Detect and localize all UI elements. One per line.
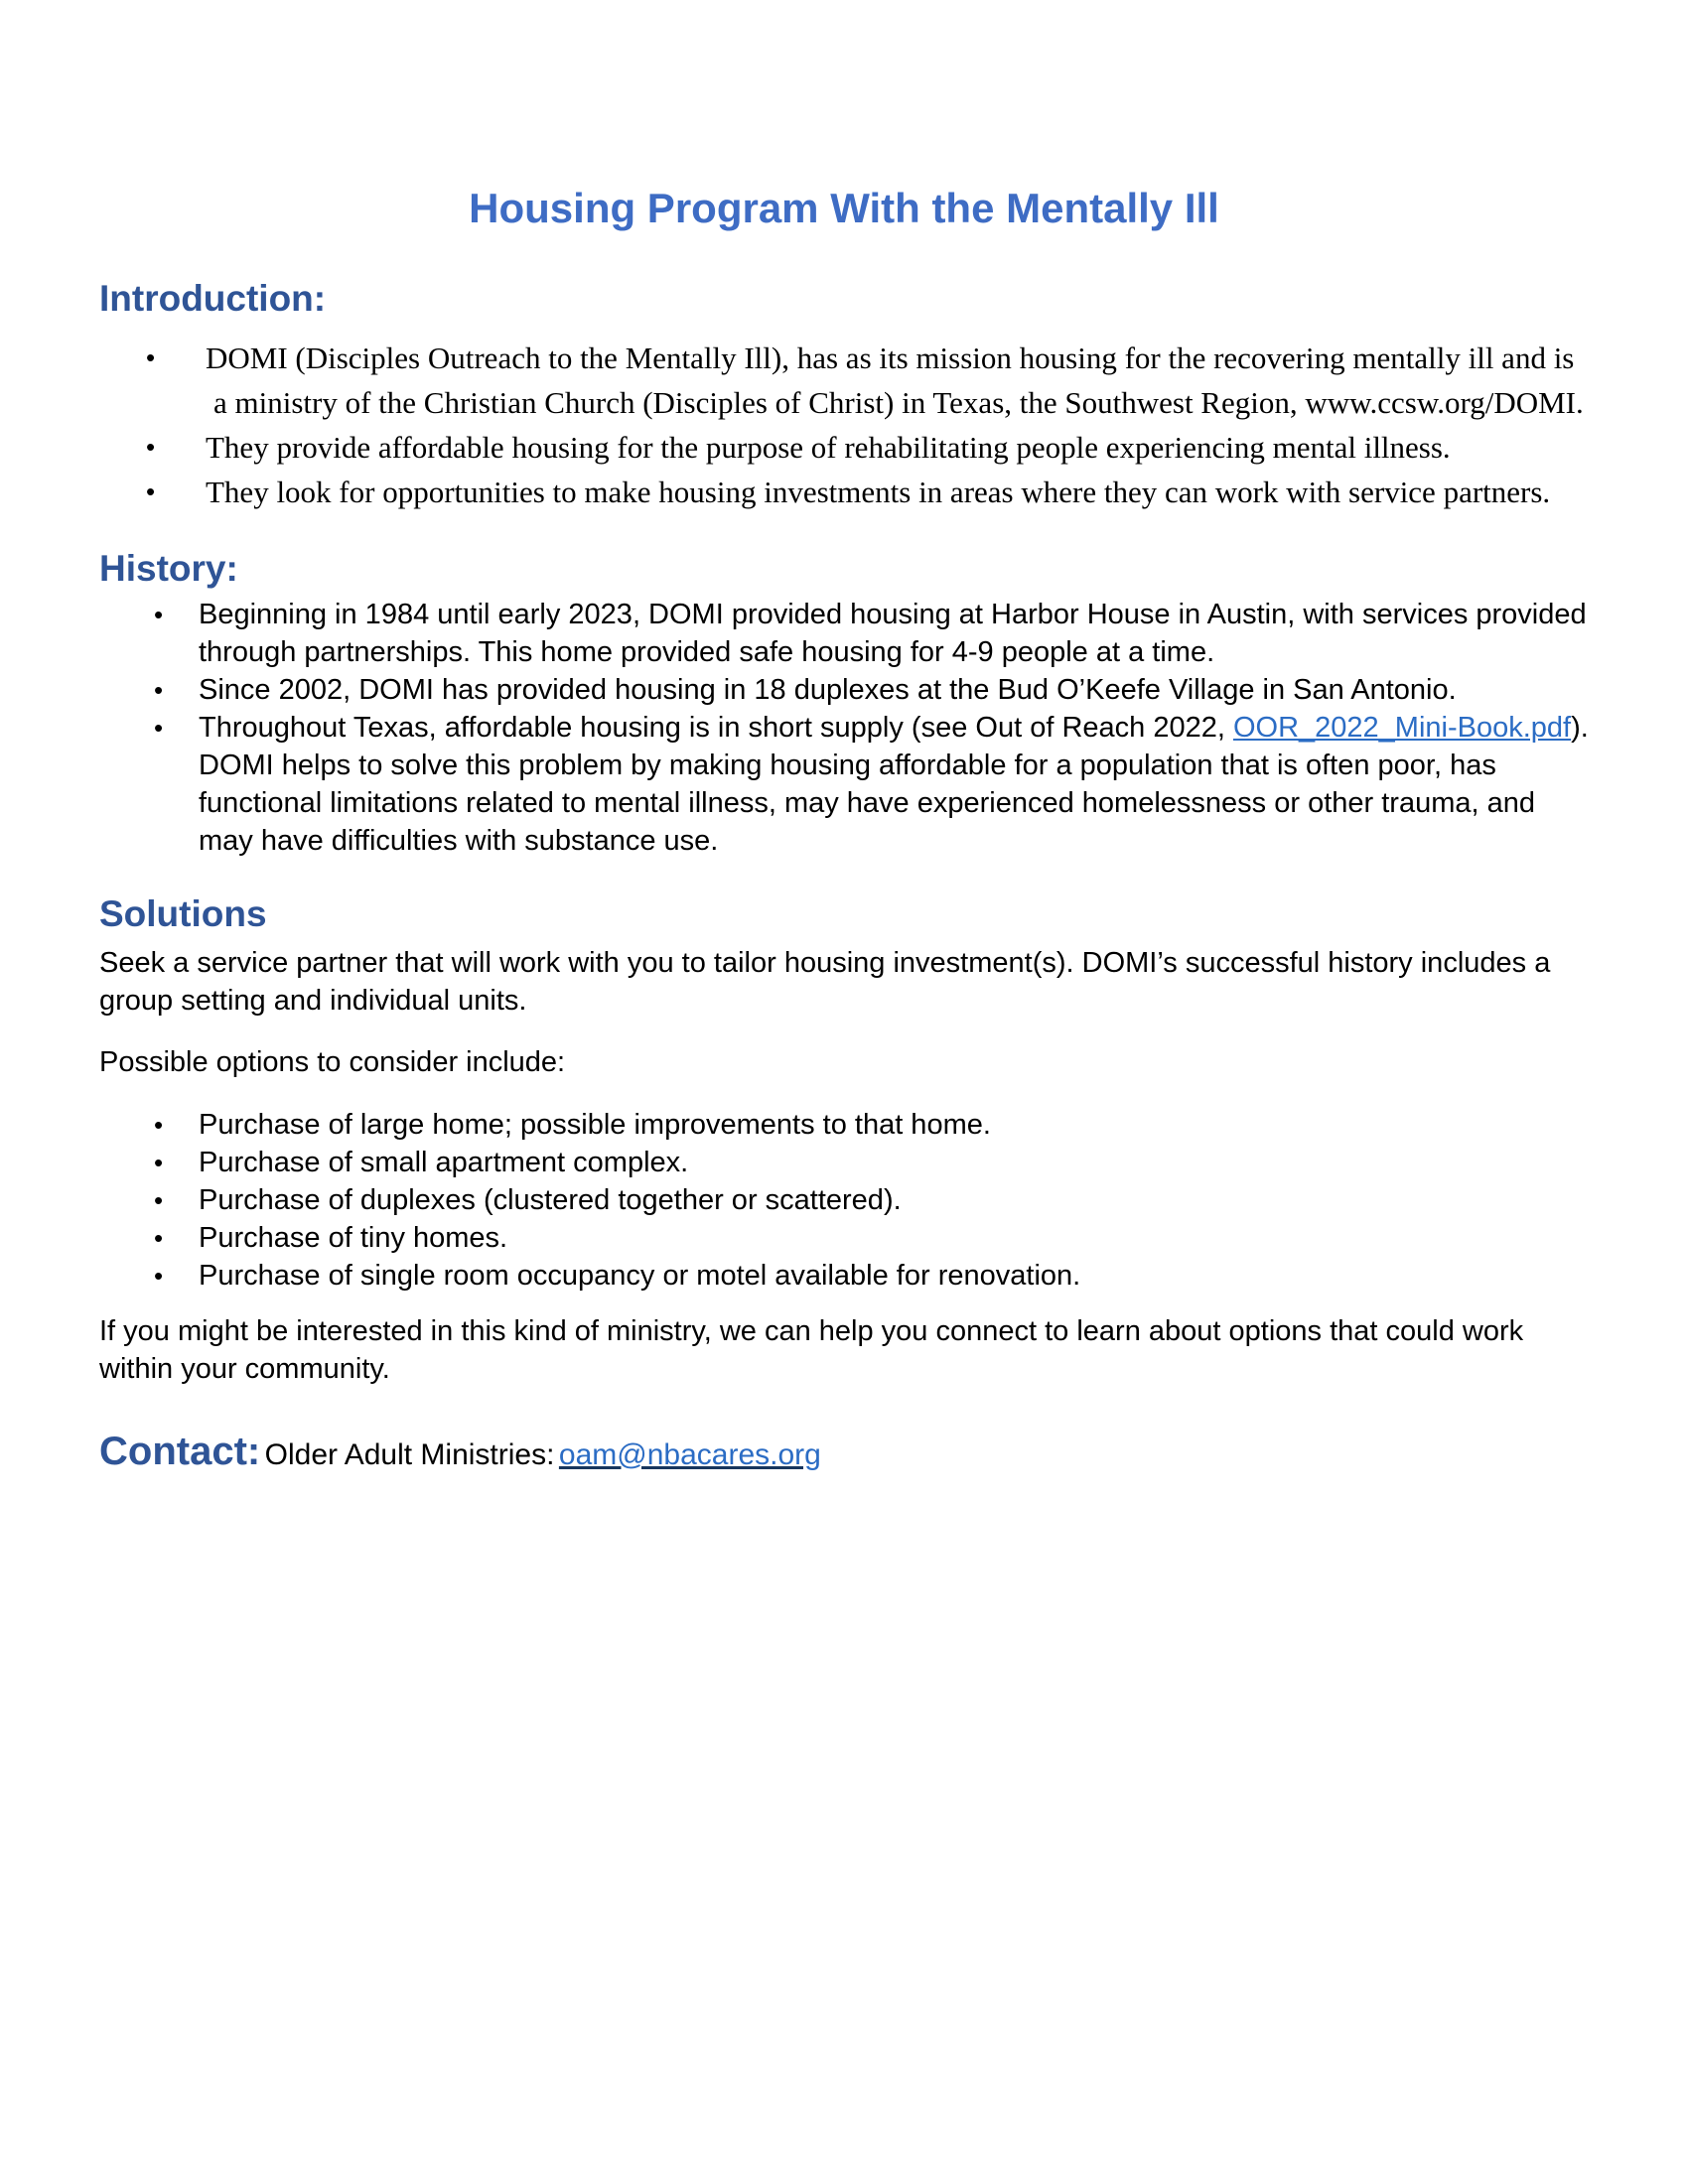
contact-email-link[interactable]: oam@nbacares.org: [558, 1437, 821, 1471]
list-item: • Purchase of single room occupancy or motel available for renovation.: [99, 1257, 1589, 1295]
list-item: • Purchase of tiny homes.: [99, 1219, 1589, 1257]
history-item-text-after: ). DOMI helps to solve this problem by making housing affordable for a population that is often poor, has functional limitations related to mental illness, may have experienced homelessness or other trauma, and may have difficulties with substance use.: [199, 712, 1589, 858]
section-heading-contact: Contact:: [99, 1429, 261, 1473]
history-item-text-before: Throughout Texas, affordable housing is in short supply (see Out of Reach 2022,: [199, 712, 1233, 745]
list-item: • Since 2002, DOMI has provided housing in 18 duplexes at the Bud O’Keefe Village in San Antonio.: [99, 671, 1589, 709]
list-item: • Beginning in 1984 until early 2023, DOMI provided housing at Harbor House in Austin, with services provided through partnerships. This home provided safe housing for 4-9 people at a time.: [99, 596, 1589, 671]
options-lead-paragraph: Possible options to consider include:: [99, 1045, 566, 1078]
list-item: • They look for opportunities to make housing investments in areas where they can work with service partners.: [99, 470, 1589, 514]
list-item: • Purchase of duplexes (clustered together or scattered).: [99, 1181, 1589, 1219]
list-item: • They provide affordable housing for the purpose of rehabilitating people experiencing mental illness.: [99, 425, 1589, 470]
section-heading-solutions: Solutions: [99, 893, 267, 935]
contact-label: Older Adult Ministries:: [264, 1437, 555, 1471]
section-heading-history: History:: [99, 547, 238, 589]
history-list: [99, 596, 1589, 860]
section-heading-introduction: Introduction:: [99, 278, 327, 320]
page-title: Housing Program With the Mentally Ill: [469, 185, 1219, 231]
list-item: • Purchase of large home; possible improvements to that home.: [99, 1106, 1589, 1144]
closing-paragraph: If you might be interested in this kind of ministry, we can help you connect to learn about options that could work within your community.: [99, 1314, 1524, 1385]
solutions-intro-paragraph: Seek a service partner that will work with you to tailor housing investment(s). DOMI’s successful history includes a group setting and individual units.: [99, 946, 1551, 1017]
list-item: • Purchase of small apartment complex.: [99, 1144, 1589, 1181]
contact-line: [99, 1430, 1589, 1473]
list-item: [99, 709, 1589, 860]
introduction-list: [99, 336, 1589, 514]
oor-2022-mini-book-link[interactable]: OOR_2022_Mini-Book.pdf: [1232, 712, 1572, 745]
list-item: • DOMI (Disciples Outreach to the Mentally Ill), has as its mission housing for the recovering mentally ill and is a ministry of the Christian Church (Disciples of Christ) in Texas, the Southwest Region, www.ccsw.org/DOMI.: [99, 336, 1589, 425]
options-list: [99, 1106, 1589, 1295]
